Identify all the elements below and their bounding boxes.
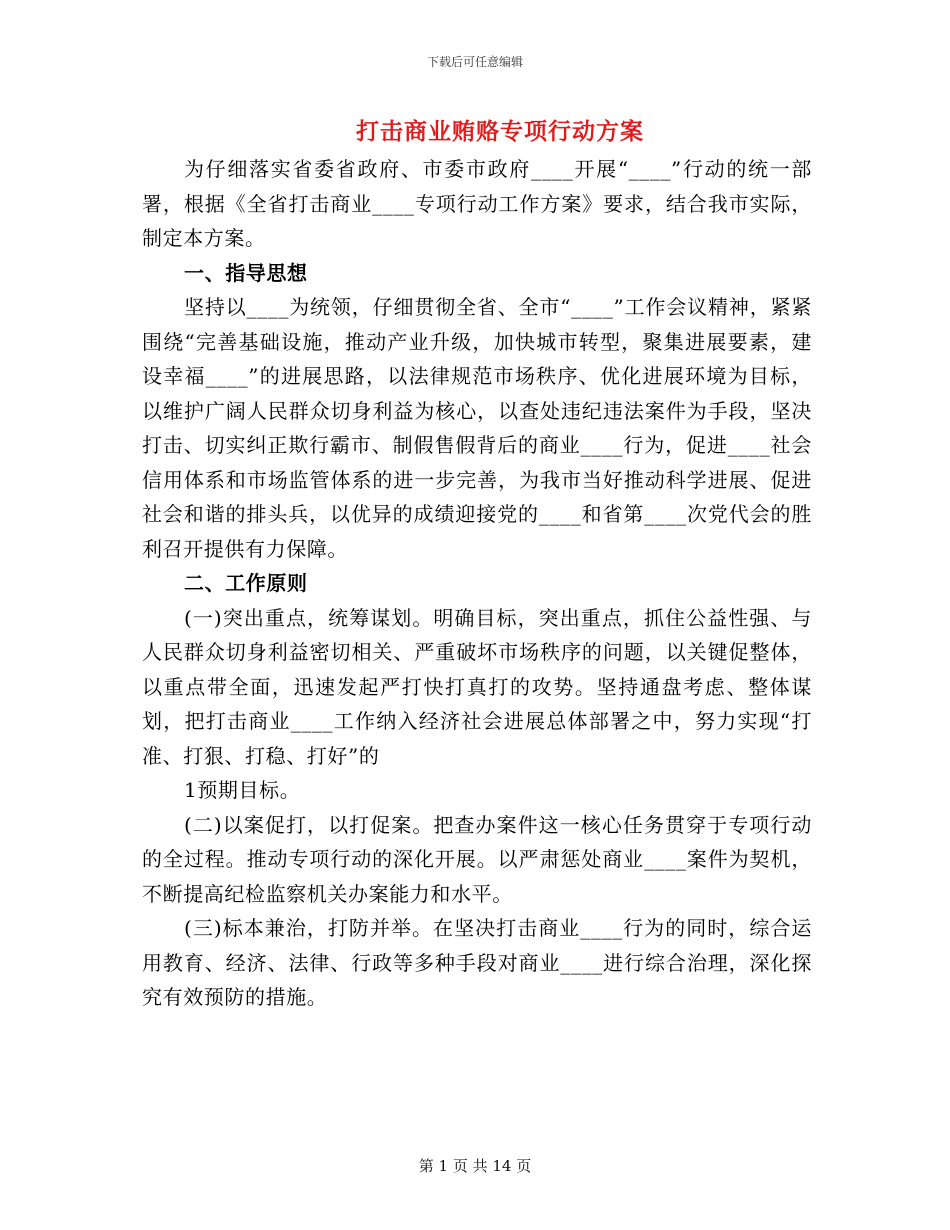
document-title: 打击商业贿赂专项行动方案 [356, 118, 644, 145]
principle-1-paragraph: (一)突出重点，统筹谋划。明确目标，突出重点，抓住公益性强、与人民群众切身利益密切相关、严重破坏市场秩序的问题，以关键促整体，以重点带全面，迅速发起严打快打真打的攻势。坚持通盘考虑、整体谋划，把打击商业____工作纳入经济社会进展总体部署之中，努力实现“打准、打狠、打稳、打好”的 [142, 605, 812, 768]
section-heading-work-principles: 二、工作原则 [184, 571, 308, 595]
intro-paragraph: 为仔细落实省委省政府、市委市政府____开展“____”行动的统一部署，根据《全省打击商业____专项行动工作方案》要求，结合我市实际，制定本方案。 [142, 157, 812, 250]
document-body [142, 152, 812, 1015]
principle-1-continuation: 1预期目标。 [184, 778, 301, 802]
principle-2-paragraph: (二)以案促打，以打促案。把查办案件这一核心任务贯穿于专项行动的全过程。推动专项行动的深化开展。以严肃惩处商业____案件为契机，不断提高纪检监察机关办案能力和水平。 [142, 812, 812, 906]
header-note: 下载后可任意编辑 [426, 55, 523, 69]
principle-3-paragraph: (三)标本兼治，打防并举。在坚决打击商业____行为的同时，综合运用教育、经济、法律、行政等多种手段对商业____进行综合治理，深化探究有效预防的措施。 [142, 916, 812, 1009]
page-footer: 第 1 页 共 14 页 [418, 1157, 532, 1175]
guiding-thought-paragraph: 坚持以____为统领，仔细贯彻全省、全市“____”工作会议精神，紧紧围绕“完善基础设施，推动产业升级，加快城市转型，聚集进展要素，建设幸福____”的进展思路，以法律规范市场秩序、优化进展环境为目标，以维护广阔人民群众切身利益为核心，以查处违纪违法案件为手段，坚决打击、切实纠正欺行霸市、制假售假背后的商业____行为，促进____社会信用体系和市场监管体系的进一步完善，为我市当好推动科学进展、促进社会和谐的排头兵，以优异的成绩迎接党的____和省第____次党代会的胜利召开提供有力保障。 [142, 295, 812, 561]
section-heading-guiding-thought: 一、指导思想 [184, 260, 308, 285]
